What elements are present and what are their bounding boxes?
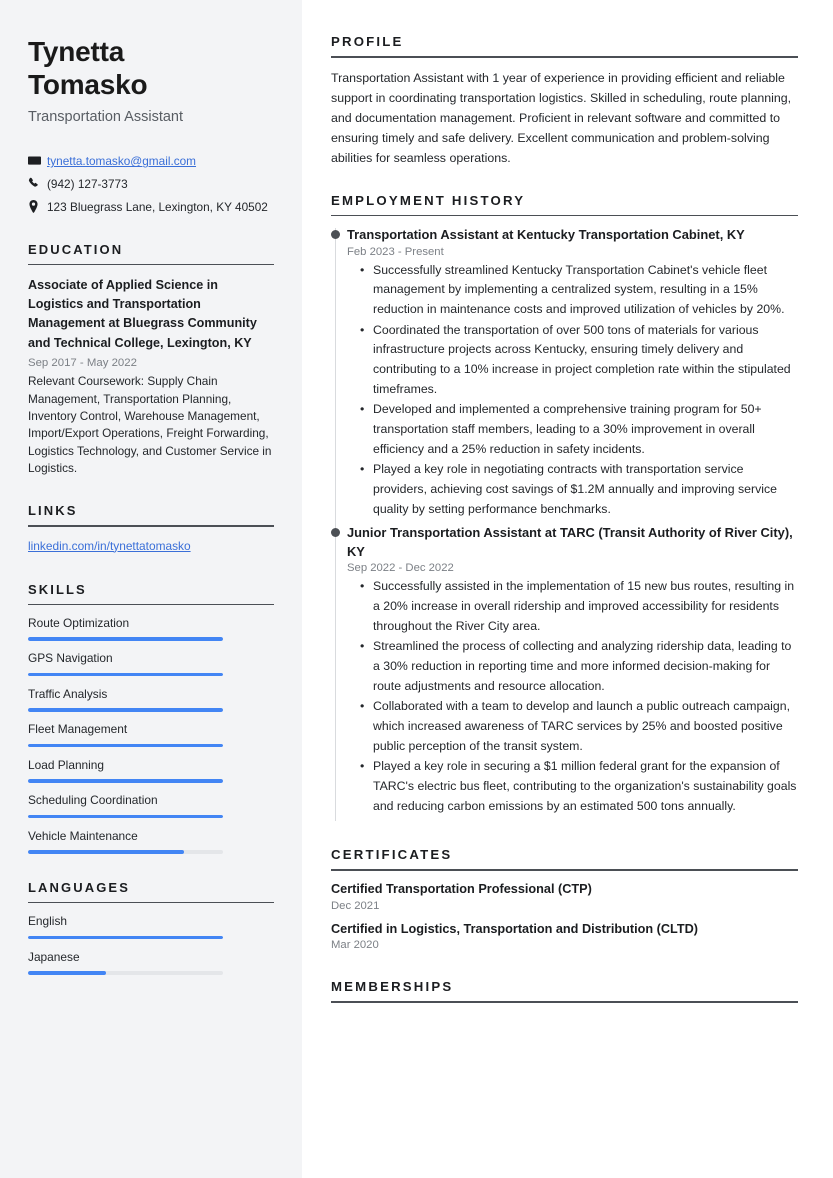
skill-bar-fill	[28, 637, 223, 641]
skill-bar-track	[28, 708, 223, 712]
skill-bar-track	[28, 779, 223, 783]
last-name: Tomasko	[28, 68, 148, 100]
language-bar-track	[28, 971, 223, 975]
education-description: Relevant Coursework: Supply Chain Management, Transportation Planning, Inventory Control, Warehouse Management, Import/Export Operations, Freight Forwarding, Logistics Technology, and Customer Service in Logistics.	[28, 374, 272, 475]
language-bar-fill	[28, 936, 223, 940]
skill-label: Load Planning	[28, 757, 105, 772]
job-bullet-list	[347, 577, 798, 816]
memberships-heading: MEMBERSHIPS	[331, 979, 454, 995]
profile-text: Transportation Assistant with 1 year of experience in providing efficient and reliable support in coordinating transportation logistics. Skilled in scheduling, route planning, and documentation management. Proficient in relevant software and committed to ensuring timely and safe delivery. Excellent communication and problem-solving abilities for seamless operations.	[331, 70, 792, 166]
contact-email-text	[47, 153, 274, 170]
skill-bar-fill	[28, 744, 223, 748]
job-bullet: • Collaborated with a team to develop and launch a public outreach campaign, which increased awareness of TARC services by 25% and boosted positive public perception of the transit system.	[373, 697, 798, 756]
email-link[interactable]: tynetta.tomasko@gmail.com	[47, 154, 197, 169]
contact-phone-text: (942) 127-3773	[47, 177, 128, 192]
job-entry	[331, 226, 798, 524]
certificate-name: Certified in Logistics, Transportation and Distribution (CLTD)	[331, 921, 698, 936]
job-dates: Sep 2022 - Dec 2022	[347, 562, 454, 575]
skill-row	[28, 793, 274, 818]
job-title: Transportation Assistant at Kentucky Transportation Cabinet, KY	[347, 227, 745, 243]
certificate-date: Dec 2021	[331, 899, 380, 912]
job-entry	[331, 524, 798, 821]
skill-label: Fleet Management	[28, 722, 128, 737]
education-dates: Sep 2017 - May 2022	[28, 356, 137, 369]
skill-bar-fill	[28, 815, 223, 819]
education-heading: EDUCATION	[28, 241, 124, 257]
memberships-rule	[331, 1001, 798, 1003]
certificates-section	[331, 847, 798, 951]
job-bullet: • Streamlined the process of collecting and analyzing ridership data, leading to a 30% reduction in reporting time and more informed decision-making for route adjustments and resource allocation.	[373, 637, 798, 696]
timeline-dot-icon	[331, 230, 340, 239]
skills-rule	[28, 604, 274, 606]
languages-list	[28, 914, 274, 974]
skills-heading: SKILLS	[28, 581, 87, 597]
employment-section	[331, 193, 798, 822]
skill-label: Scheduling Coordination	[28, 793, 158, 808]
languages-rule	[28, 902, 274, 904]
main-column	[302, 0, 833, 1178]
certificates-heading: CERTIFICATES	[331, 847, 453, 863]
profile-section	[331, 34, 798, 169]
skill-bar-fill	[28, 673, 223, 677]
profile-rule	[331, 56, 798, 58]
certificate-item	[331, 921, 798, 952]
job-bullet: • Successfully assisted in the implementation of 15 new bus routes, resulting in a 20% increase in overall ridership and improved accessibility for residents throughout the River City area.	[373, 577, 798, 636]
job-bullet: • Played a key role in securing a $1 million federal grant for the expansion of TARC's electric bus fleet, contributing to the organization's sustainability goals and reducing carbon emissions by an estimated 500 tons annually.	[373, 757, 798, 816]
skills-list	[28, 616, 274, 854]
skill-row	[28, 687, 274, 712]
skill-bar-fill	[28, 708, 223, 712]
job-title: Junior Transportation Assistant at TARC (Transit Authority of River City), KY	[347, 525, 793, 559]
skill-label: Traffic Analysis	[28, 686, 108, 701]
employment-timeline	[331, 226, 798, 821]
skill-bar-fill	[28, 850, 184, 854]
certificate-date: Mar 2020	[331, 939, 379, 952]
job-bullet-list	[347, 261, 798, 520]
linkedin-link[interactable]: linkedin.com/in/tynettatomasko	[28, 538, 191, 553]
skills-section	[28, 582, 274, 854]
language-bar-track	[28, 936, 223, 940]
languages-heading: LANGUAGES	[28, 879, 130, 895]
language-row	[28, 914, 274, 939]
contact-email-row	[28, 153, 274, 170]
name-block	[28, 36, 274, 126]
skill-bar-track	[28, 815, 223, 819]
memberships-section	[331, 979, 798, 1003]
contact-address-row	[28, 199, 274, 216]
language-bar-fill	[28, 971, 106, 975]
phone-icon	[28, 176, 47, 189]
links-section	[28, 503, 274, 555]
job-bullet: • Developed and implemented a comprehensive training program for 50+ transportation staff members, leading to a 30% improvement in overall efficiency and a 25% reduction in safety incidents.	[373, 400, 798, 459]
language-row	[28, 950, 274, 975]
skill-row	[28, 758, 274, 783]
contact-address-text: 123 Bluegrass Lane, Lexington, KY 40502	[47, 199, 268, 214]
skill-bar-track	[28, 637, 223, 641]
certificate-item	[331, 881, 798, 912]
skill-label: GPS Navigation	[28, 651, 113, 666]
contact-list	[28, 153, 274, 215]
education-section	[28, 242, 274, 478]
language-label: Japanese	[28, 949, 80, 964]
skill-label: Vehicle Maintenance	[28, 828, 138, 843]
profile-heading: PROFILE	[331, 34, 404, 49]
job-bullet: • Successfully streamlined Kentucky Transportation Cabinet's vehicle fleet management by implementing a centralized system, resulting in a 15% reduction in maintenance costs and improved utilization of vehicles by 20%.	[373, 261, 798, 320]
envelope-icon	[28, 153, 47, 167]
links-heading: LINKS	[28, 503, 78, 519]
links-list	[28, 538, 274, 556]
language-label: English	[28, 914, 67, 929]
education-rule	[28, 264, 274, 266]
skill-row	[28, 722, 274, 747]
skill-row	[28, 829, 274, 854]
skill-bar-track	[28, 850, 223, 854]
location-pin-icon	[28, 199, 47, 213]
employment-rule	[331, 215, 798, 217]
skill-bar-fill	[28, 779, 223, 783]
certificates-list	[331, 881, 798, 952]
timeline-dot-icon	[331, 528, 340, 537]
skill-row	[28, 616, 274, 641]
skill-bar-track	[28, 744, 223, 748]
headline-job-title: Transportation Assistant	[28, 108, 184, 125]
employment-heading: EMPLOYMENT HISTORY	[331, 192, 526, 208]
skill-row	[28, 651, 274, 676]
education-degree: Associate of Applied Science in Logistics and Transportation Management at Bluegrass Community and Technical College, Lexington, KY	[28, 278, 257, 350]
skill-label: Route Optimization	[28, 616, 130, 631]
job-bullet: • Coordinated the transportation of over 500 tons of materials for various infrastructure projects across Kentucky, ensuring timely delivery and contributing to a 10% increase in project completion rate within the stipulated timeframes.	[373, 321, 798, 400]
job-bullet: • Played a key role in negotiating contracts with transportation service providers, achieving cost savings of $1.2M annually and improving service quality by setting performance benchmarks.	[373, 460, 798, 519]
sidebar	[0, 0, 302, 1178]
jobs-list	[331, 226, 798, 821]
certificate-name: Certified Transportation Professional (CTP)	[331, 881, 592, 896]
contact-phone-row	[28, 176, 274, 193]
skill-bar-track	[28, 673, 223, 677]
languages-section	[28, 880, 274, 975]
links-rule	[28, 525, 274, 527]
first-name: Tynetta	[28, 36, 125, 67]
job-dates: Feb 2023 - Present	[347, 245, 444, 258]
certificates-rule	[331, 869, 798, 871]
